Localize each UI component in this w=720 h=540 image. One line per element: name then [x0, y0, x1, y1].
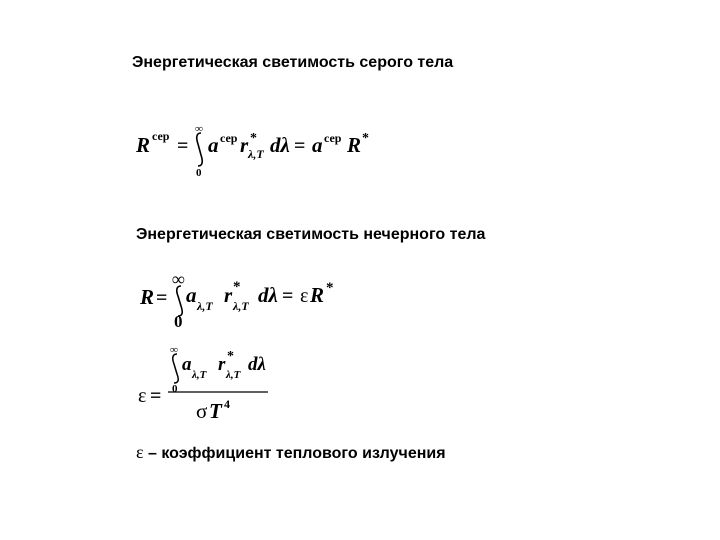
asterisk: * [227, 349, 234, 364]
heading-nonblack-body-luminosity: Энергетическая светимость нечерного тела [136, 226, 486, 243]
subscript-lambda-T-a: λ,T [192, 369, 207, 381]
formula-nonblack-body [134, 268, 354, 331]
exponent-4: 4 [224, 397, 230, 411]
equals-sign: = [177, 135, 189, 157]
subscript-lambda-T-a: λ,T [197, 299, 213, 313]
epsilon-definition [136, 442, 446, 463]
asterisk: * [250, 131, 257, 146]
epsilon-definition-text: – коэффициент теплового излучения [148, 445, 446, 462]
equals-sign: = [156, 287, 168, 309]
symbol-a: a [182, 354, 192, 375]
subscript-lambda-T-r: λ,T [233, 299, 249, 313]
integral-lower-limit: 0 [172, 383, 178, 395]
symbol-a: a [186, 283, 197, 307]
integral-lower-limit: 0 [196, 167, 202, 179]
integral-sign [173, 354, 178, 383]
symbol-sigma: σ [196, 399, 208, 423]
integral-upper-limit: ∞ [172, 269, 185, 289]
symbol-R-star: R [310, 283, 325, 307]
asterisk: * [233, 279, 241, 295]
formula-epsilon [134, 342, 294, 424]
symbol-r: r [218, 354, 226, 375]
epsilon-symbol: ε [136, 442, 144, 462]
differential-d-lambda: dλ [270, 133, 290, 157]
superscript-ser-2: сер [324, 131, 342, 145]
symbol-epsilon: ε [300, 285, 309, 307]
asterisk-2: * [362, 131, 369, 146]
integral-upper-limit: ∞ [195, 123, 203, 135]
subscript-lambda-T: λ,T [248, 147, 264, 161]
integral-lower-limit: 0 [174, 312, 183, 331]
integral-sign [197, 133, 202, 166]
differential-d-lambda: dλ [258, 283, 278, 307]
symbol-T: T [209, 399, 222, 423]
symbol-epsilon: ε [138, 385, 147, 407]
symbol-a-2: a [312, 133, 323, 157]
equals-sign: = [150, 385, 162, 407]
heading-gray-body-luminosity: Энергетическая светимость серого тела [132, 54, 454, 71]
formula-gray-body [130, 118, 390, 182]
subscript-lambda-T-r: λ,T [226, 369, 241, 381]
superscript-ser: сер [152, 129, 170, 143]
differential-d-lambda: dλ [248, 354, 266, 375]
equals-sign-2: = [282, 285, 294, 307]
symbol-r: r [224, 283, 233, 307]
symbol-r: r [240, 133, 249, 157]
symbol-R: R [136, 133, 151, 157]
superscript-ser-coef: сер [220, 131, 238, 145]
equals-sign-2: = [294, 135, 306, 157]
asterisk-2: * [326, 280, 334, 296]
symbol-R-star: R [347, 133, 362, 157]
integral-upper-limit: ∞ [170, 344, 178, 356]
symbol-R: R [140, 285, 155, 309]
symbol-a: a [208, 133, 219, 157]
